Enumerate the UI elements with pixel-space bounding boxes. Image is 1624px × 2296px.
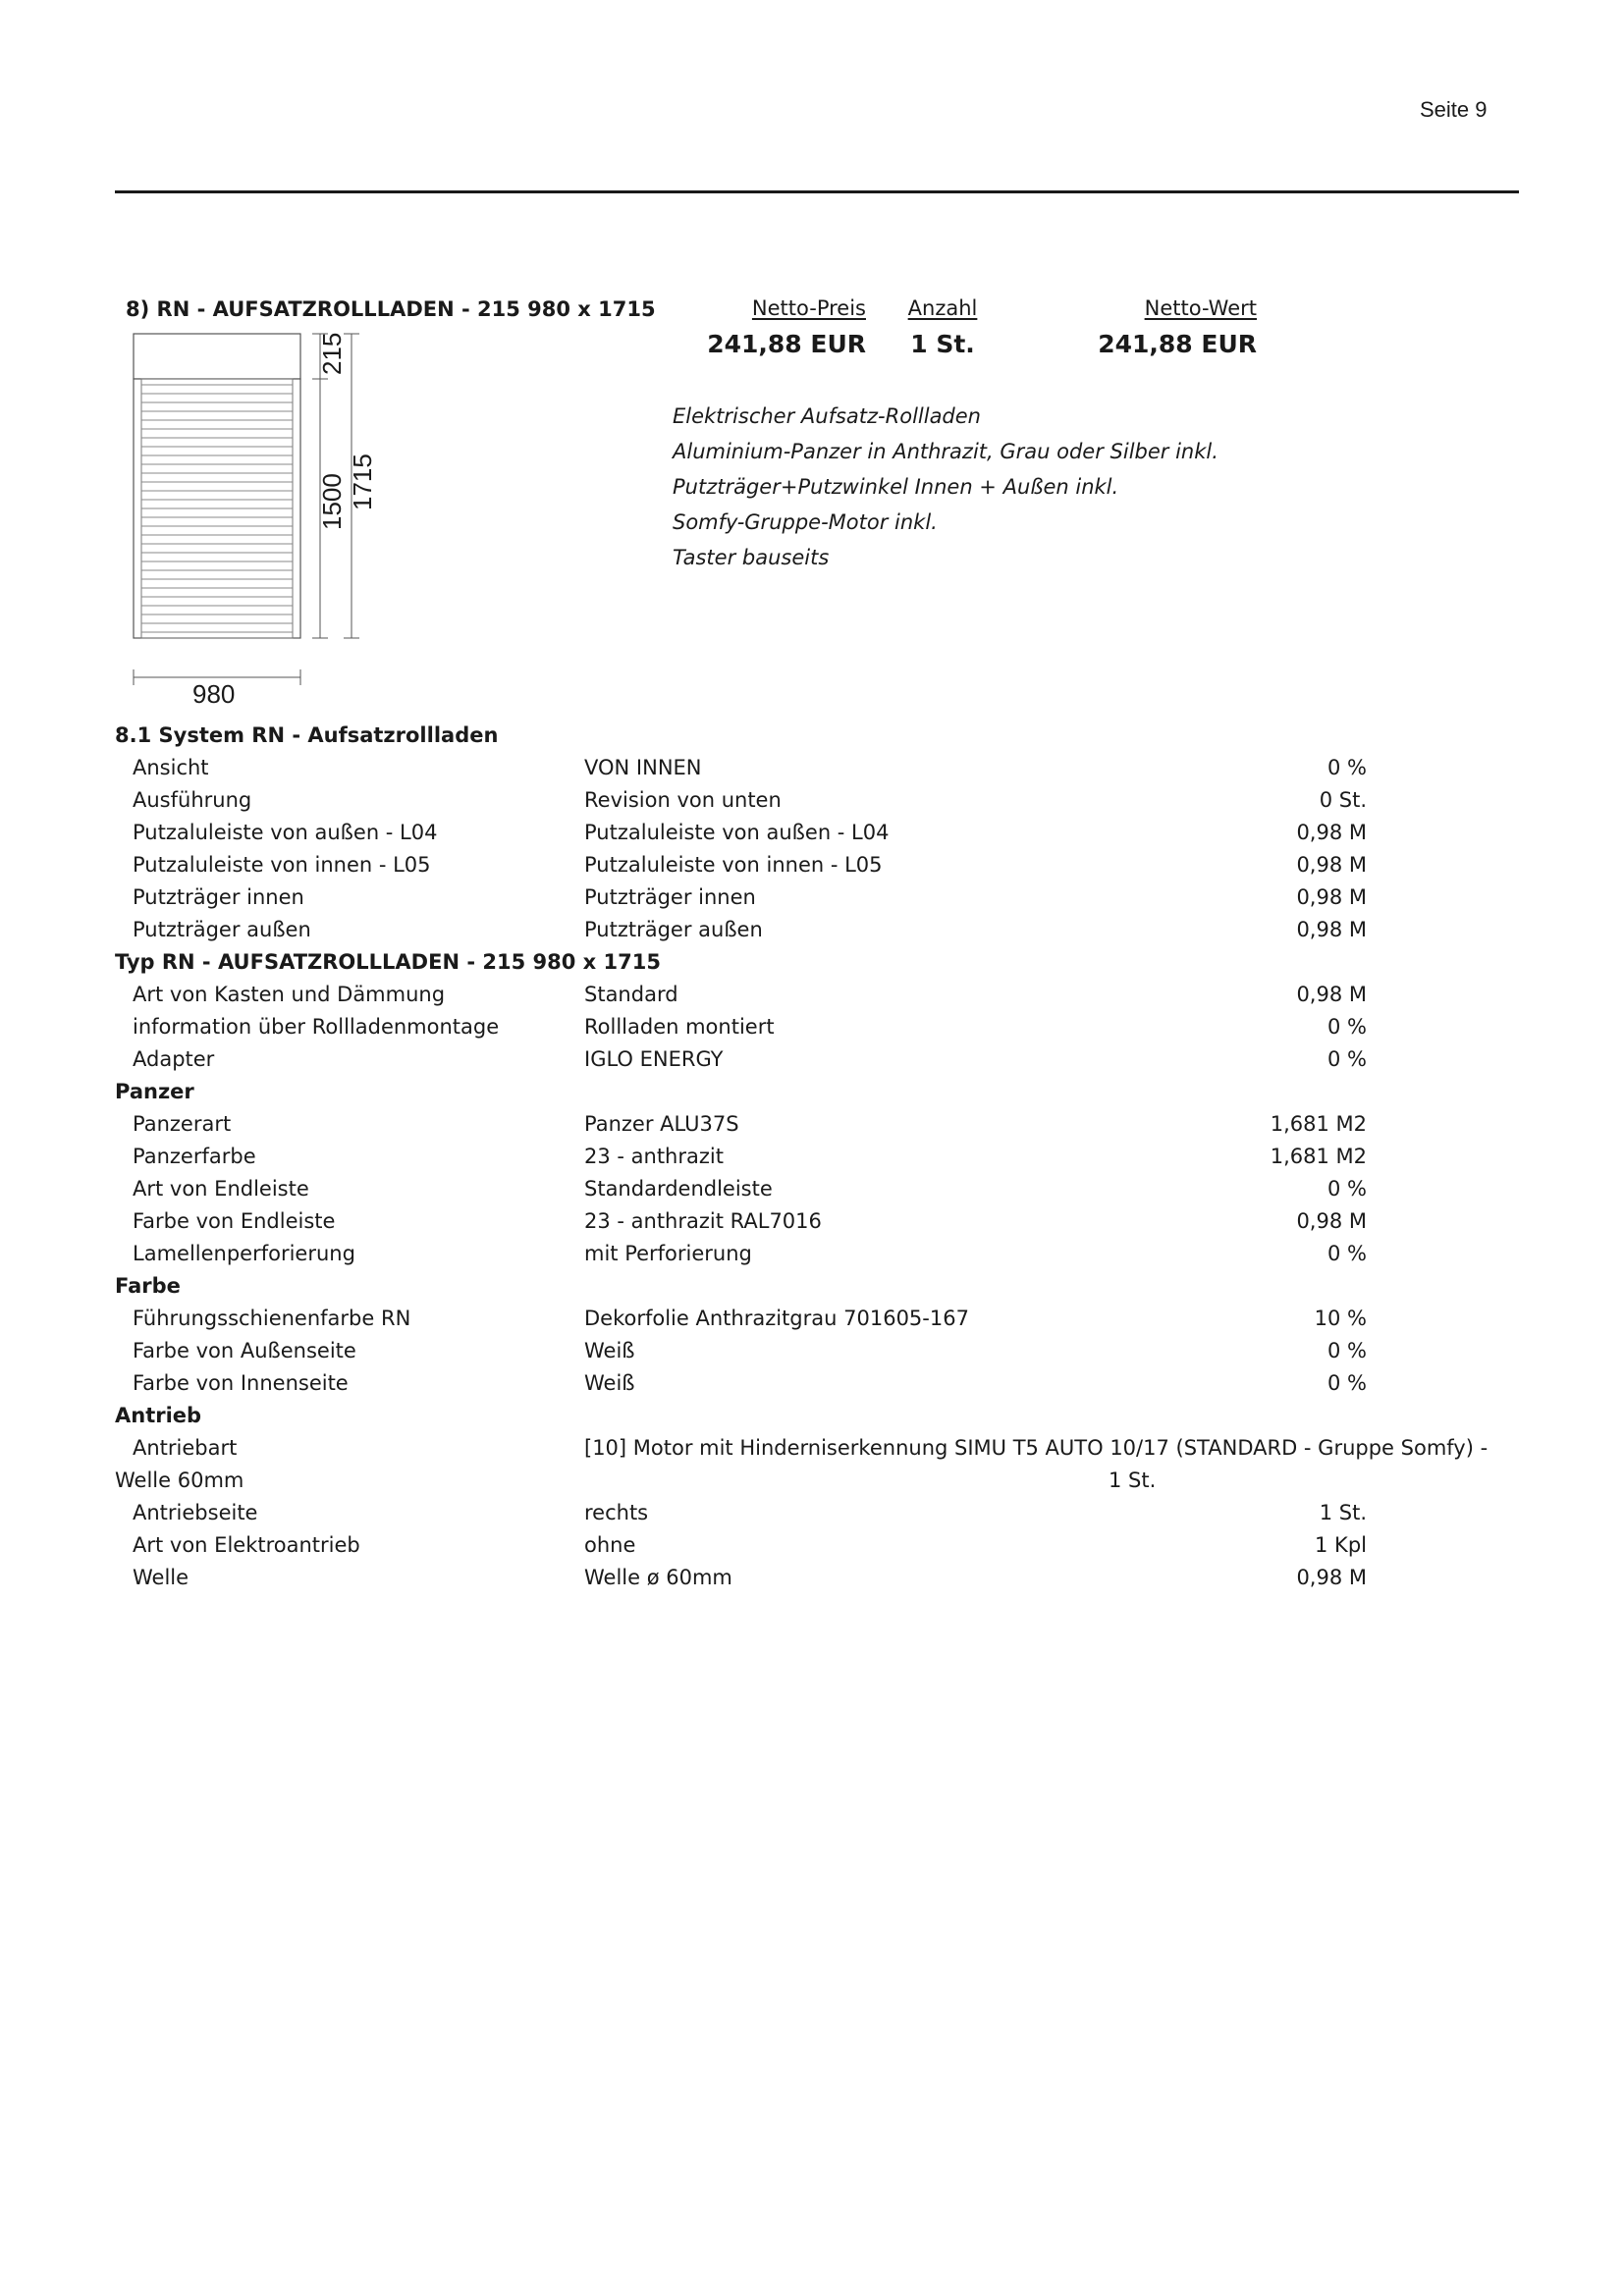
spec-group-heading	[115, 1270, 1519, 1303]
spec-value: Putzaluleiste von innen - L05	[584, 853, 883, 877]
spec-quantity: 0,98 M	[1296, 885, 1367, 909]
spec-label: Panzerfarbe	[133, 1145, 256, 1168]
spec-row	[115, 1562, 1519, 1594]
spec-value: Weiß	[584, 1339, 635, 1362]
group-label: Farbe	[115, 1274, 181, 1298]
spec-row	[115, 1238, 1519, 1270]
spec-row	[115, 752, 1519, 784]
spec-value: Standard	[584, 983, 678, 1006]
group-label: Panzer	[115, 1080, 194, 1103]
spec-row	[115, 1303, 1519, 1335]
net-price-header: Netto-Preis	[751, 296, 866, 320]
dim-box-height: 215	[317, 332, 347, 375]
spec-label: Welle	[133, 1566, 189, 1589]
spec-quantity: 0,98 M	[1296, 1209, 1367, 1233]
spec-quantity: 0,98 M	[1296, 1566, 1367, 1589]
spec-label: Lamellenperforierung	[133, 1242, 355, 1265]
spec-value: VON INNEN	[584, 756, 702, 779]
spec-row	[115, 1497, 1519, 1529]
spec-group-heading	[115, 1400, 1519, 1432]
spec-label: Putzaluleiste von außen - L04	[133, 821, 438, 844]
spec-value: ohne	[584, 1533, 636, 1557]
spec-group-heading	[115, 946, 1519, 979]
spec-value: rechts	[584, 1501, 649, 1524]
description-line: Aluminium-Panzer in Anthrazit, Grau oder Silber inkl.	[673, 440, 1218, 463]
spec-label: Putzaluleiste von innen - L05	[133, 853, 431, 877]
spec-label: Antriebart	[133, 1436, 238, 1460]
spec-value: Putzaluleiste von außen - L04	[584, 821, 890, 844]
spec-value: 23 - anthrazit	[584, 1145, 724, 1168]
spec-group-heading	[115, 720, 1519, 752]
spec-label: Art von Endleiste	[133, 1177, 309, 1201]
dim-width: 980	[192, 679, 236, 709]
spec-quantity: 0 %	[1327, 1371, 1367, 1395]
spec-row	[115, 1173, 1519, 1205]
spec-label: Art von Kasten und Dämmung	[133, 983, 446, 1006]
spec-row	[115, 849, 1519, 881]
spec-row	[115, 1108, 1519, 1141]
description-line: Taster bauseits	[673, 546, 830, 569]
spec-value: 23 - anthrazit RAL7016	[584, 1209, 822, 1233]
spec-quantity: 1,681 M2	[1270, 1145, 1367, 1168]
group-label: Typ RN - AUFSATZROLLLADEN - 215 980 x 1715	[115, 950, 661, 974]
spec-value: [10] Motor mit Hinderniserkennung SIMU T5 AUTO 10/17 (STANDARD - Gruppe Somfy) -	[584, 1436, 1489, 1460]
spec-row	[115, 1367, 1519, 1400]
description-line: Somfy-Gruppe-Motor inkl.	[673, 510, 938, 534]
header-divider	[115, 190, 1519, 193]
roller-shutter-drawing	[126, 324, 377, 709]
spec-value: IGLO ENERGY	[584, 1047, 724, 1071]
spec-quantity: 10 %	[1314, 1307, 1367, 1330]
spec-label: Farbe von Außenseite	[133, 1339, 356, 1362]
spec-row	[115, 979, 1519, 1011]
spec-label: Art von Elektroantrieb	[133, 1533, 360, 1557]
spec-value: mit Perforierung	[584, 1242, 752, 1265]
spec-label: Farbe von Innenseite	[133, 1371, 349, 1395]
spec-quantity: 1 St.	[1319, 1501, 1367, 1524]
spec-row	[115, 1335, 1519, 1367]
spec-label: Farbe von Endleiste	[133, 1209, 336, 1233]
spec-row	[115, 914, 1519, 946]
spec-value: 1 St.	[1109, 1468, 1157, 1492]
spec-value: Welle ø 60mm	[584, 1566, 732, 1589]
spec-row	[115, 817, 1519, 849]
spec-quantity: 1 Kpl	[1315, 1533, 1367, 1557]
net-value-value: 241,88 EUR	[1098, 330, 1257, 358]
spec-quantity: 0,98 M	[1296, 821, 1367, 844]
spec-quantity: 0,98 M	[1296, 983, 1367, 1006]
spec-label: information über Rollladenmontage	[133, 1015, 500, 1039]
spec-value: Revision von unten	[584, 788, 782, 812]
spec-quantity: 0 %	[1327, 756, 1367, 779]
description-line: Putzträger+Putzwinkel Innen + Außen inkl.	[673, 475, 1119, 499]
spec-row	[115, 1432, 1519, 1465]
spec-label: Putzträger außen	[133, 918, 311, 941]
spec-row	[115, 881, 1519, 914]
spec-quantity: 0 %	[1327, 1047, 1367, 1071]
spec-value: Standardendleiste	[584, 1177, 773, 1201]
spec-label: Ansicht	[133, 756, 209, 779]
spec-value: Panzer ALU37S	[584, 1112, 739, 1136]
spec-quantity: 0 %	[1327, 1015, 1367, 1039]
spec-row	[115, 1043, 1519, 1076]
spec-value: Rollladen montiert	[584, 1015, 775, 1039]
spec-quantity: 0 St.	[1319, 788, 1367, 812]
spec-label: Antriebseite	[133, 1501, 258, 1524]
spec-table	[115, 720, 1519, 1594]
spec-value: Putzträger innen	[584, 885, 756, 909]
dim-total-height: 1715	[348, 454, 377, 510]
page-number: Seite 9	[1420, 97, 1488, 122]
spec-label: Ausführung	[133, 788, 252, 812]
spec-row	[115, 1465, 1519, 1497]
net-price-value: 241,88 EUR	[707, 330, 866, 358]
group-label: 8.1 System RN - Aufsatzrollladen	[115, 723, 499, 747]
spec-group-heading	[115, 1076, 1519, 1108]
spec-label: Putzträger innen	[133, 885, 304, 909]
spec-label: Führungsschienenfarbe RN	[133, 1307, 411, 1330]
spec-label: Welle 60mm	[115, 1468, 244, 1492]
spec-label: Panzerart	[133, 1112, 232, 1136]
quantity-value: 1 St.	[910, 330, 975, 358]
position-title: 8) RN - AUFSATZROLLLADEN - 215 980 x 1715	[126, 297, 656, 321]
spec-value: Dekorfolie Anthrazitgrau 701605-167	[584, 1307, 969, 1330]
description-line: Elektrischer Aufsatz-Rollladen	[673, 404, 981, 428]
spec-row	[115, 1141, 1519, 1173]
spec-quantity: 1,681 M2	[1270, 1112, 1367, 1136]
spec-label: Adapter	[133, 1047, 215, 1071]
spec-quantity: 0 %	[1327, 1339, 1367, 1362]
group-label: Antrieb	[115, 1404, 202, 1427]
dim-panel-height: 1500	[317, 473, 347, 530]
position-description	[673, 399, 1218, 575]
quantity-header: Anzahl	[907, 296, 978, 320]
spec-row	[115, 1205, 1519, 1238]
spec-quantity: 0,98 M	[1296, 853, 1367, 877]
spec-quantity: 0,98 M	[1296, 918, 1367, 941]
spec-row	[115, 1529, 1519, 1562]
spec-value: Weiß	[584, 1371, 635, 1395]
net-value-header: Netto-Wert	[1144, 296, 1257, 320]
spec-quantity: 0 %	[1327, 1177, 1367, 1201]
spec-row	[115, 1011, 1519, 1043]
spec-value: Putzträger außen	[584, 918, 763, 941]
spec-quantity: 0 %	[1327, 1242, 1367, 1265]
spec-row	[115, 784, 1519, 817]
